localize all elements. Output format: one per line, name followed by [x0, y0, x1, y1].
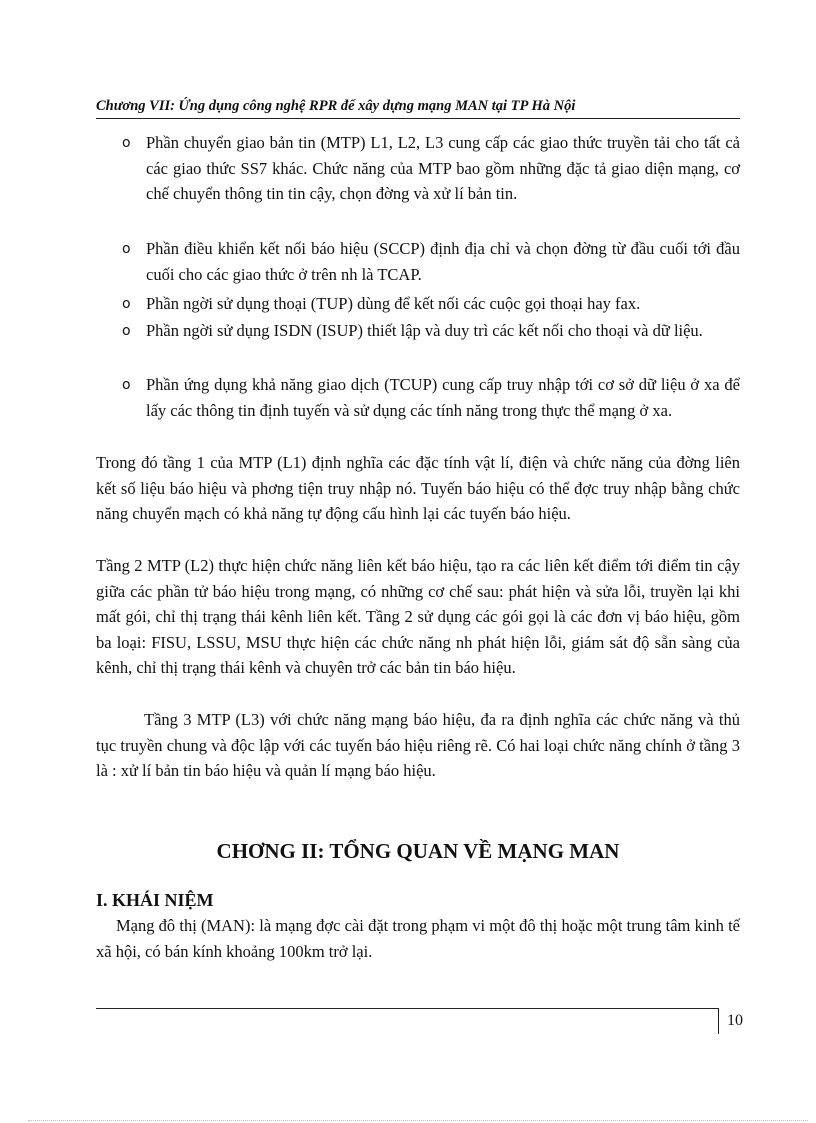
chapter-title: CHƠNG II: TỔNG QUAN VỀ MẠNG MAN [216, 839, 620, 863]
bullet-item [120, 236, 740, 287]
bullet-text: Phần ứng dụng khả năng giao dịch (TCUP) cung cấp truy nhập tới cơ sở dữ liệu ở xa để lấy các thông tin định tuyến và sử dụng các tính năng trong thực thể mạng ở xa. [146, 375, 740, 420]
page-header: Chương VII: Ứng dụng công nghệ RPR để xây dựng mạng MAN tại TP Hà Nội [96, 98, 576, 114]
bullet-circle-icon: o [122, 377, 131, 393]
bullet-item [120, 318, 740, 344]
bullet-item [120, 372, 740, 423]
bullet-text: Phần điều khiển kết nối báo hiệu (SCCP) định địa chỉ và chọn đờng từ đầu cuối tới đầu cuối cho các giao thức ở trên nh là TCAP. [146, 239, 740, 284]
page-border [28, 1120, 808, 1121]
body-paragraph: Trong đó tầng 1 của MTP (L1) định nghĩa các đặc tính vật lí, điện và chức năng của đờng liên kết số liệu báo hiệu và phơng tiện truy nhập nó. Tuyến báo hiệu có thể đợc truy nhập bằng chức năng chuyển mạch có khả năng tự động cấu hình lại các tuyến báo hiệu. [96, 453, 740, 523]
bullet-item [120, 291, 740, 317]
bullet-text: Phần ngời sử dụng ISDN (ISUP) thiết lập và duy trì các kết nối cho thoại và dữ liệu. [146, 321, 703, 340]
footer-divider [96, 1008, 718, 1009]
header-divider [96, 118, 740, 119]
body-paragraph: Tầng 3 MTP (L3) với chức năng mạng báo hiệu, đa ra định nghĩa các chức năng và thủ tục truyền chung và độc lập với các tuyến báo hiệu riêng rẽ. Có hai loại chức năng chính ở tầng 3 là : xử lí bản tin báo hiệu và quản lí mạng báo hiệu. [96, 710, 740, 780]
section-heading: I. KHÁI NIỆM [96, 890, 214, 910]
bullet-circle-icon: o [122, 135, 131, 151]
bullet-text: Phần ngời sử dụng thoại (TUP) dùng để kết nối các cuộc gọi thoại hay fax. [146, 294, 641, 313]
bullet-circle-icon: o [122, 323, 131, 339]
section-paragraph: Mạng đô thị (MAN): là mạng đợc cài đặt trong phạm vi một đô thị hoặc một trung tâm kinh tế xã hội, có bán kính khoảng 100km trở lại. [96, 916, 740, 961]
bullet-text: Phần chuyển giao bản tin (MTP) L1, L2, L3 cung cấp các giao thức truyền tải cho tất cả các giao thức SS7 khác. Chức năng của MTP bao gồm những đặc tả giao diện mạng, cơ chế chuyển thông tin tin cậy, chọn đờng và xử lí bản tin. [146, 133, 740, 203]
bullet-circle-icon: o [122, 296, 131, 312]
bullet-circle-icon: o [122, 241, 131, 257]
page-number: 10 [718, 1008, 743, 1034]
body-paragraph: Tầng 2 MTP (L2) thực hiện chức năng liên kết báo hiệu, tạo ra các liên kết điểm tới điểm tin cậy giữa các phần tử báo hiệu trong mạng, có những cơ chế sau: phát hiện và sửa lỗi, truyền lại khi mất gói, chỉ thị trạng thái kênh liên kết. Tầng 2 sử dụng các gói gọi là các đơn vị báo hiệu, gồm ba loại: FISU, LSSU, MSU thực hiện các chức năng nh phát hiện lỗi, giám sát độ sẵn sàng của kênh, chỉ thị trạng thái kênh và chuyên trở các bản tin báo hiệu. [96, 556, 740, 677]
bullet-item [120, 130, 740, 207]
